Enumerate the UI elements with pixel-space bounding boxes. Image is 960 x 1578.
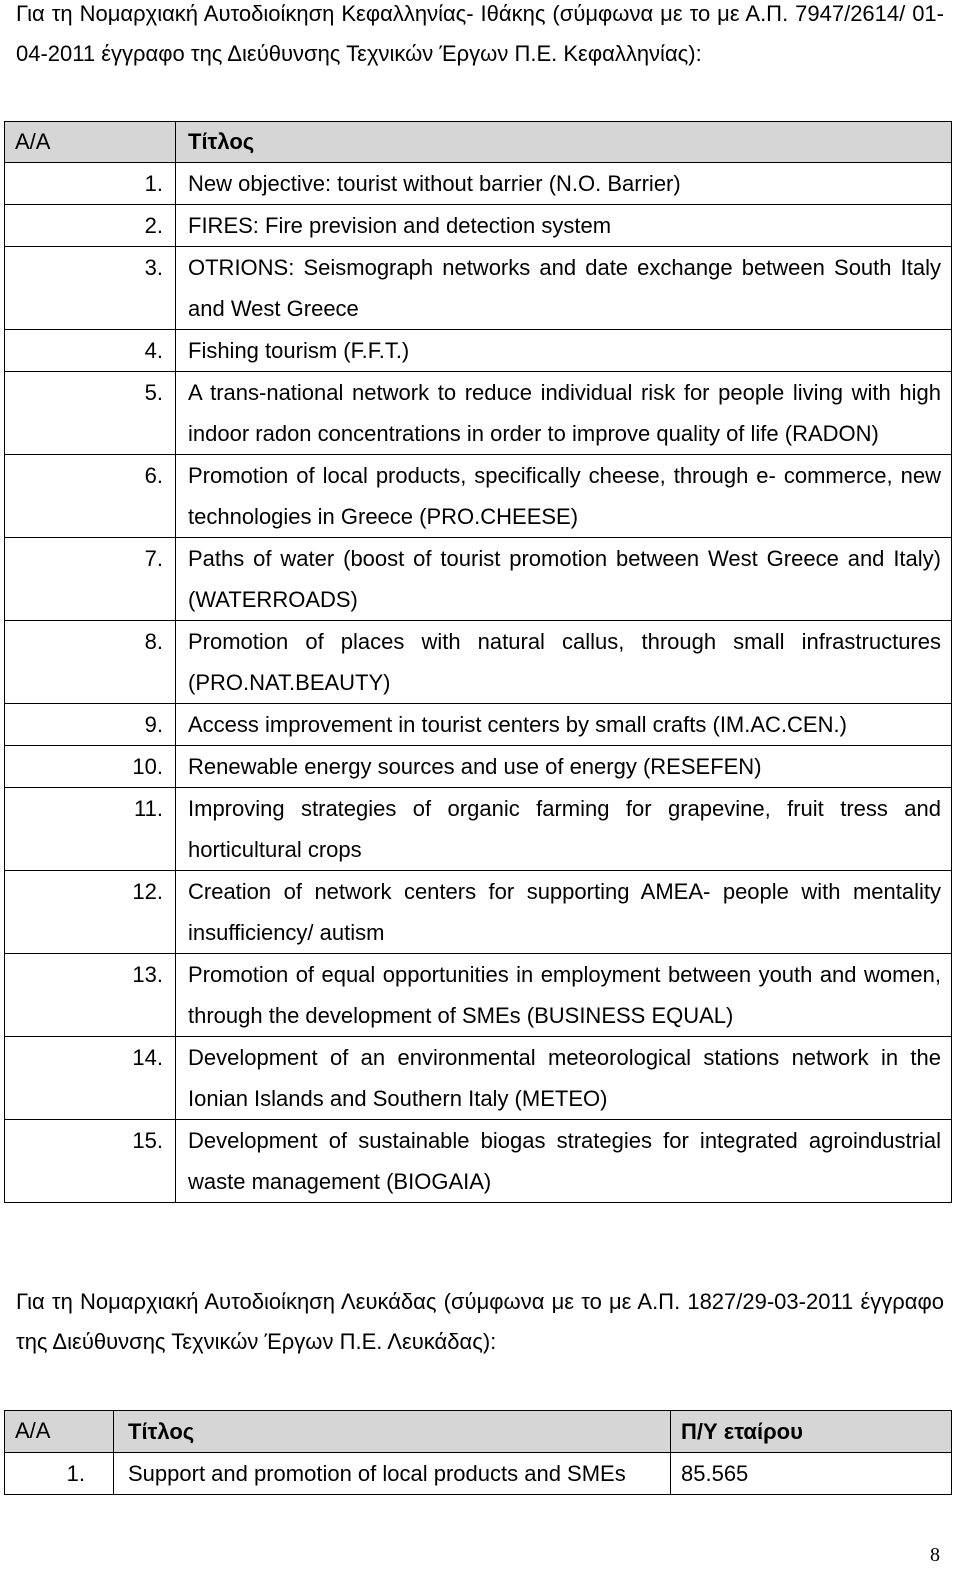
- row-number: 1.: [5, 1453, 114, 1495]
- table-header-row: [5, 122, 952, 163]
- row-title: Promotion of equal opportunities in employment between youth and women, through the development of SMEs (BUSINESS EQUAL): [176, 954, 952, 1037]
- table-row: [5, 871, 952, 954]
- header-title: Τίτλος: [114, 1411, 671, 1453]
- projects-table-lefkada: [4, 1410, 952, 1495]
- table-row: [5, 205, 952, 247]
- row-title: Creation of network centers for supporting AMEA- people with mentality insufficiency/ autism: [176, 871, 952, 954]
- row-number: 6.: [5, 455, 176, 538]
- row-number: 4.: [5, 330, 176, 372]
- row-title: Access improvement in tourist centers by small crafts (IM.AC.CEN.): [176, 704, 952, 746]
- table-row: [5, 1453, 952, 1495]
- row-number: 1.: [5, 163, 176, 205]
- row-title: Promotion of local products, specifically cheese, through e- commerce, new technologies in Greece (PRO.CHEESE): [176, 455, 952, 538]
- row-number: 15.: [5, 1120, 176, 1203]
- projects-table-kefallinia: [4, 121, 952, 1203]
- row-number: 2.: [5, 205, 176, 247]
- table-row: [5, 455, 952, 538]
- row-number: 11.: [5, 788, 176, 871]
- table-row: [5, 954, 952, 1037]
- table-row: [5, 163, 952, 205]
- table-row: [5, 247, 952, 330]
- page-number: 8: [930, 1544, 940, 1566]
- row-title: Development of an environmental meteorological stations network in the Ionian Islands and Southern Italy (METEO): [176, 1037, 952, 1120]
- header-aa: Α/Α: [5, 122, 176, 163]
- row-number: 3.: [5, 247, 176, 330]
- row-title: A trans-national network to reduce individual risk for people living with high indoor radon concentrations in order to improve quality of life (RADON): [176, 372, 952, 455]
- intro-paragraph-kefallinia: Για τη Νομαρχιακή Αυτοδιοίκηση Κεφαλληνίας- Ιθάκης (σύμφωνα με το με Α.Π. 7947/2614/ 01-04-2011 έγγραφο της Διεύθυνσης Τεχνικών Έργων Π.Ε. Κεφαλληνίας):: [16, 1, 944, 66]
- row-title: Development of sustainable biogas strategies for integrated agroindustrial waste management (BIOGAIA): [176, 1120, 952, 1203]
- row-title: Fishing tourism (F.F.T.): [176, 330, 952, 372]
- row-title: New objective: tourist without barrier (N.O. Barrier): [176, 163, 952, 205]
- intro-paragraph-lefkada: Για τη Νομαρχιακή Αυτοδιοίκηση Λευκάδας (σύμφωνα με το με Α.Π. 1827/29-03-2011 έγγραφο της Διεύθυνσης Τεχνικών Έργων Π.Ε. Λευκάδας):: [16, 1289, 944, 1354]
- row-title: FIRES: Fire prevision and detection system: [176, 205, 952, 247]
- table-row: [5, 1120, 952, 1203]
- table-row: [5, 372, 952, 455]
- row-number: 13.: [5, 954, 176, 1037]
- header-budget: Π/Υ εταίρου: [671, 1411, 952, 1453]
- row-number: 7.: [5, 538, 176, 621]
- table-row: [5, 788, 952, 871]
- row-budget: 85.565: [671, 1453, 952, 1495]
- row-number: 12.: [5, 871, 176, 954]
- row-number: 14.: [5, 1037, 176, 1120]
- table-header-row: [5, 1411, 952, 1453]
- row-number: 9.: [5, 704, 176, 746]
- row-number: 10.: [5, 746, 176, 788]
- row-title: Promotion of places with natural callus, through small infrastructures (PRO.NAT.BEAUTY): [176, 621, 952, 704]
- row-title: Improving strategies of organic farming for grapevine, fruit tress and horticultural crops: [176, 788, 952, 871]
- row-title: Support and promotion of local products and SMEs: [114, 1453, 671, 1495]
- table-row: [5, 1037, 952, 1120]
- row-number: 5.: [5, 372, 176, 455]
- header-title: Τίτλος: [176, 122, 952, 163]
- table-row: [5, 538, 952, 621]
- table-row: [5, 704, 952, 746]
- row-title: Renewable energy sources and use of energy (RESEFEN): [176, 746, 952, 788]
- row-number: 8.: [5, 621, 176, 704]
- row-title: Paths of water (boost of tourist promotion between West Greece and Italy) (WATERROADS): [176, 538, 952, 621]
- table-row: [5, 746, 952, 788]
- header-aa: Α/Α: [5, 1411, 114, 1453]
- table-row: [5, 330, 952, 372]
- row-title: OTRIONS: Seismograph networks and date exchange between South Italy and West Greece: [176, 247, 952, 330]
- table-row: [5, 621, 952, 704]
